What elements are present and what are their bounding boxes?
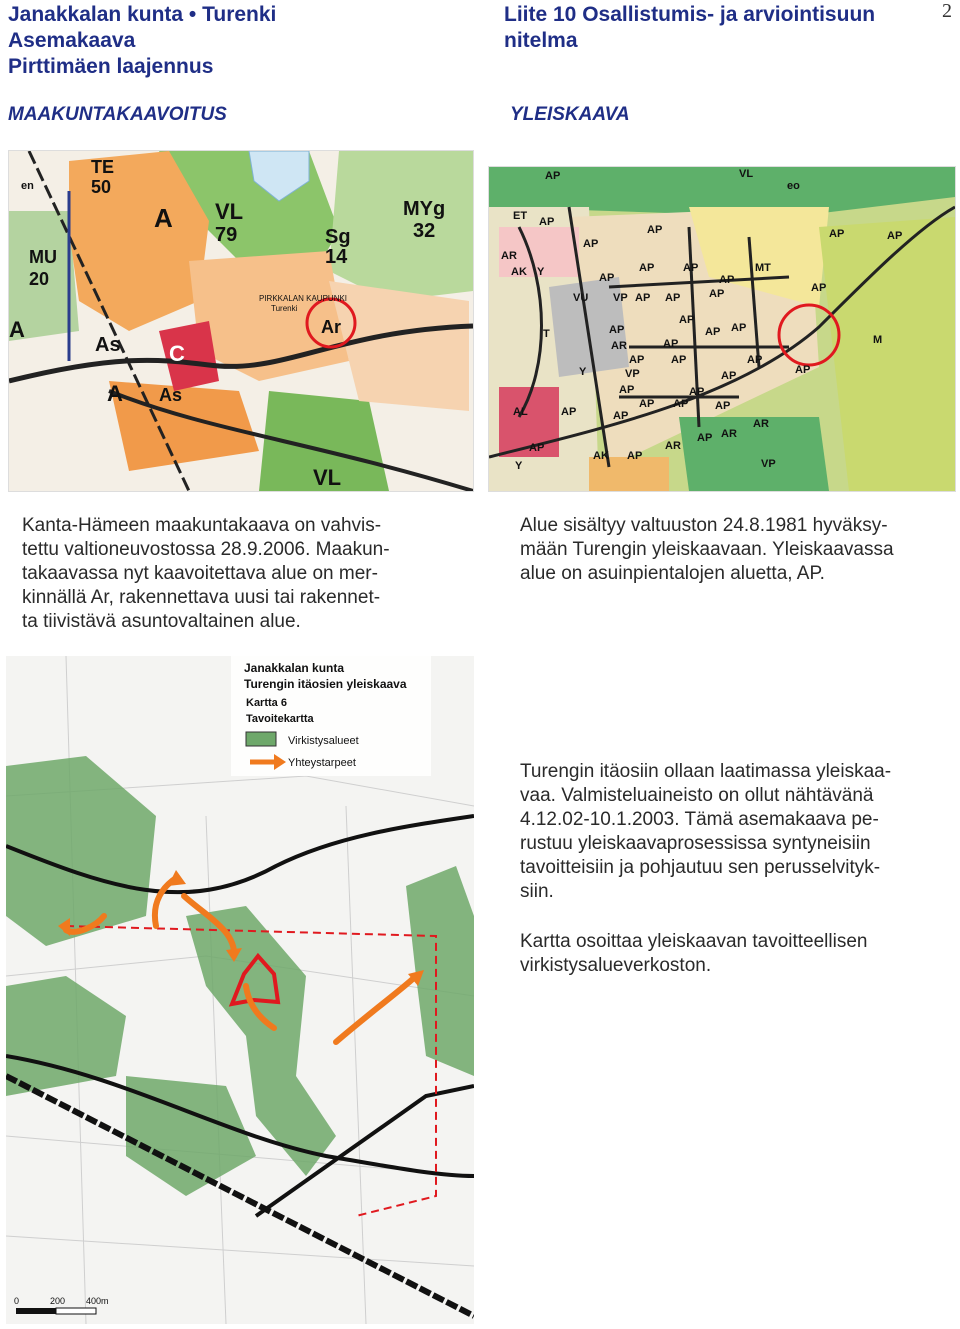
map-label: AP xyxy=(747,354,763,366)
map-label: en xyxy=(21,180,34,192)
map-label: AP xyxy=(671,354,687,366)
map-label: VL xyxy=(215,199,244,224)
section-title-yleiskaava: YLEISKAAVA xyxy=(510,104,630,125)
maakuntakaava-map-drawing xyxy=(9,151,473,491)
section-title-maakuntakaava: MAAKUNTAKAAVOITUS xyxy=(8,104,227,125)
yleiskaava-map xyxy=(488,166,956,492)
map-label: As xyxy=(159,385,183,405)
map-label: TE xyxy=(91,157,115,177)
map-label: A xyxy=(154,203,173,233)
paragraph-line: rustuu yleiskaavaprosessissa syntyneisiin xyxy=(520,833,871,854)
map-label: AP xyxy=(709,288,725,300)
map-label: AP xyxy=(647,224,663,236)
map-label: Turenki xyxy=(271,304,298,313)
map-label: MYg xyxy=(403,198,446,220)
map-label: A xyxy=(9,317,25,342)
paragraph-line: tavoitteisiin ja pohjautuu sen perusselvityk- xyxy=(520,857,881,878)
map-label: AP xyxy=(705,326,721,338)
map-label: VU xyxy=(573,292,589,304)
tavoitekartta-title: Janakkalan kunta xyxy=(244,661,345,675)
map-label: AK xyxy=(511,266,527,278)
page-number: 2 xyxy=(942,0,952,22)
map-label: AP xyxy=(683,262,699,274)
map-label: ET xyxy=(513,210,528,222)
map-label: AP xyxy=(811,282,827,294)
map-label: AP xyxy=(665,292,681,304)
map-label: AP xyxy=(697,432,713,444)
map-label: VP xyxy=(761,458,776,470)
map-label: AR xyxy=(753,418,769,430)
map-label: AP xyxy=(679,314,695,326)
map-label: 32 xyxy=(413,220,436,242)
scale-label: 400m xyxy=(86,1296,109,1306)
map-label: AR xyxy=(501,250,517,262)
header-plan-type: Asemakaava xyxy=(8,29,136,52)
map-label: AP xyxy=(719,274,735,286)
map-label: C xyxy=(169,341,185,366)
paragraph-line: mään Turengin yleiskaavaan. Yleiskaavassa xyxy=(520,539,894,560)
paragraph-line: tettu valtioneuvostossa 28.9.2006. Maakun- xyxy=(22,539,390,560)
paragraph-line: Turengin itäosiin ollaan laatimassa yleiskaa- xyxy=(520,761,892,782)
legend-swatch-virkistysalueet xyxy=(246,732,276,746)
map-label: AP xyxy=(663,338,679,350)
map-label: AP xyxy=(561,406,577,418)
scale-label: 200 xyxy=(50,1296,66,1306)
tavoitekartta-subtitle: Kartta 6 xyxy=(246,697,287,709)
map-label: MU xyxy=(29,247,57,267)
map-label: AP xyxy=(829,228,845,240)
paragraph-line: takaavassa nyt kaavoitettava alue on mer- xyxy=(22,563,378,584)
map-label: AP xyxy=(545,170,561,182)
map-label: VL xyxy=(313,465,342,490)
tavoitekartta-title: Turengin itäosien yleiskaava xyxy=(244,677,407,691)
paragraph-line: 4.12.02-10.1.2003. Tämä asemakaava pe- xyxy=(520,809,879,830)
paragraph-line: alue on asuinpientalojen aluetta, AP. xyxy=(520,563,825,584)
tavoitekartta-map xyxy=(6,656,474,1324)
map-label: A xyxy=(107,381,123,406)
map-label: AP xyxy=(539,216,555,228)
paragraph-line: Alue sisältyy valtuuston 24.8.1981 hyväksy- xyxy=(520,515,888,536)
map-label: T xyxy=(543,328,550,340)
header-appendix-line2: nitelma xyxy=(504,29,578,52)
header-municipality: Janakkalan kunta • Turenki xyxy=(8,3,277,26)
map-label: AP xyxy=(619,384,635,396)
map-label: AP xyxy=(627,450,643,462)
header-title-right xyxy=(504,2,924,54)
map-label: As xyxy=(95,334,121,356)
map-label: AR xyxy=(665,440,681,452)
map-label: AP xyxy=(629,354,645,366)
map-label: PIRKKALAN KAUPUNKI xyxy=(259,294,348,303)
paragraph-line: vaa. Valmisteluaineisto on ollut nähtävänä xyxy=(520,785,874,806)
paragraph-line: ta tiivistävä asuntovaltainen alue. xyxy=(22,611,301,632)
map-label: MT xyxy=(755,262,771,274)
maakuntakaava-description xyxy=(22,514,462,634)
map-label: AP xyxy=(635,292,651,304)
yleiskaava-description xyxy=(520,514,950,586)
map-label: AP xyxy=(795,364,811,376)
map-label: AP xyxy=(529,442,545,454)
map-label: Y xyxy=(515,460,523,472)
map-label: AP xyxy=(887,230,903,242)
header-plan-name: Pirttimäen laajennus xyxy=(8,55,214,78)
map-label: 14 xyxy=(325,246,348,268)
paragraph-line: Kartta osoittaa yleiskaavan tavoitteellisen xyxy=(520,931,868,952)
map-label: VL xyxy=(739,168,754,180)
tavoitekartta-subtitle: Tavoitekartta xyxy=(246,713,314,725)
map-label: Y xyxy=(579,366,587,378)
map-label: Sg xyxy=(325,226,351,248)
map-label: eo xyxy=(787,180,800,192)
paragraph-line: virkistysalueverkoston. xyxy=(520,955,712,976)
map-label: AP xyxy=(721,370,737,382)
scale-label: 0 xyxy=(14,1296,20,1306)
map-label: 79 xyxy=(215,224,238,246)
map-label: Y xyxy=(537,266,545,278)
yleiskaava-map-drawing xyxy=(489,167,955,491)
map-label: VP xyxy=(613,292,628,304)
itaosa-description xyxy=(520,760,950,904)
kartta-description xyxy=(520,930,950,978)
legend-label-virkistysalueet: Virkistysalueet xyxy=(288,735,359,747)
map-label: AK xyxy=(593,450,609,462)
map-label: VP xyxy=(625,368,640,380)
map-label: AP xyxy=(731,322,747,334)
map-label: 20 xyxy=(29,269,50,289)
paragraph-line: Kanta-Hämeen maakuntakaava on vahvis- xyxy=(22,515,382,536)
map-label: M xyxy=(873,334,883,346)
map-label: AR xyxy=(611,340,627,352)
map-label: AP xyxy=(673,398,689,410)
map-label: AP xyxy=(715,400,731,412)
map-label: AP xyxy=(609,324,625,336)
map-label: AP xyxy=(689,386,705,398)
map-label: AP xyxy=(639,398,655,410)
maakuntakaava-map xyxy=(8,150,474,492)
paragraph-line: kinnällä Ar, rakennettava uusi tai rakennet- xyxy=(22,587,381,608)
map-label: AR xyxy=(721,428,737,440)
map-label: Ar xyxy=(321,317,342,337)
paragraph-line: siin. xyxy=(520,881,554,902)
map-label: AP xyxy=(583,238,599,250)
legend-label-yhteystarpeet: Yhteystarpeet xyxy=(288,757,356,769)
map-label: AP xyxy=(599,272,615,284)
header-appendix-line1: Liite 10 Osallistumis- ja arviointisuun xyxy=(504,3,876,26)
map-label: 50 xyxy=(91,177,112,197)
map-label: AP xyxy=(639,262,655,274)
header-title-left xyxy=(8,2,276,80)
map-label: AL xyxy=(513,406,528,418)
tavoitekartta-drawing xyxy=(6,656,474,1324)
map-label: AP xyxy=(613,410,629,422)
